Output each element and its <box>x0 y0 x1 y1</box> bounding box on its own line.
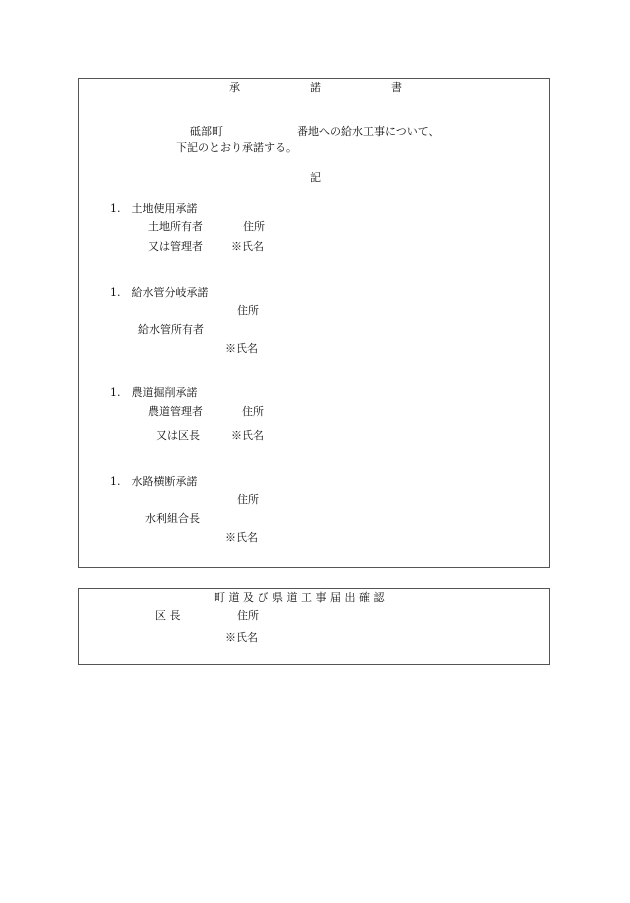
section-heading: 1. 給水管分岐承諾 <box>110 286 209 299</box>
address-label: 住所 <box>237 493 259 506</box>
intro-rest: 番地への給水工事について、 <box>297 125 440 138</box>
address-label: 住所 <box>237 304 259 317</box>
confirmation-title: 町 道 及 び 県 道 工 事 届 出 確 認 <box>214 591 385 604</box>
confirmation-role: 区 長 <box>155 609 181 622</box>
section-role-line2: 又は区長 <box>156 429 200 442</box>
intro-line2: 下記のとおり承諾する。 <box>176 141 297 154</box>
name-label: ※氏名 <box>225 631 258 644</box>
address-label: 住所 <box>243 220 265 233</box>
address-label: 住所 <box>237 609 259 622</box>
address-label: 住所 <box>242 405 264 418</box>
section-role-line1: 土地所有者 <box>148 220 203 233</box>
name-label: ※氏名 <box>225 342 258 355</box>
section-role: 給水管所有者 <box>138 323 204 336</box>
section-heading: 1. 土地使用承諾 <box>110 202 198 215</box>
ki-heading: 記 <box>310 171 321 184</box>
title-char-1: 承 <box>229 81 240 94</box>
name-label: ※氏名 <box>231 429 264 442</box>
section-role-line2: 又は管理者 <box>148 240 203 253</box>
section-heading: 1. 水路横断承諾 <box>110 475 198 488</box>
intro-place: 砥部町 <box>190 125 223 138</box>
title-char-3: 書 <box>391 81 402 94</box>
section-heading: 1. 農道掘削承諾 <box>110 386 198 399</box>
section-role: 水利組合長 <box>145 512 200 525</box>
name-label: ※氏名 <box>225 531 258 544</box>
section-role-line1: 農道管理者 <box>148 405 203 418</box>
name-label: ※氏名 <box>231 240 264 253</box>
title-char-2: 諾 <box>310 81 321 94</box>
